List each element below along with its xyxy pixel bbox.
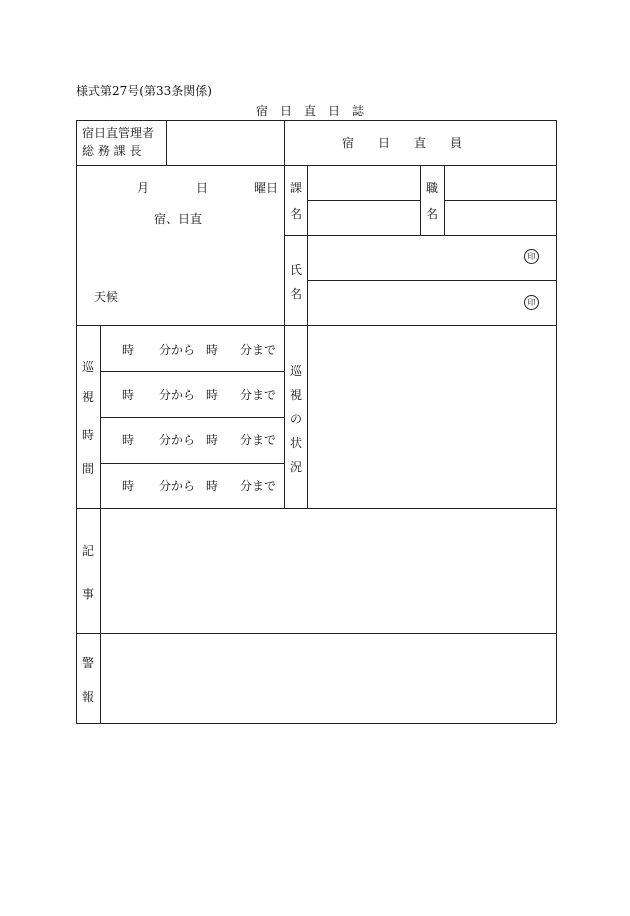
patrol-end-hour-label: 時: [206, 433, 219, 447]
patrol-start-minute-label: 分から: [159, 479, 196, 493]
patrol-status-label-3: の: [290, 412, 303, 426]
patrol-start-minute-label: 分から: [159, 388, 196, 402]
seal-mark-1: 印: [524, 249, 539, 264]
notes-field[interactable]: [101, 509, 555, 632]
date-day-label: 日: [196, 181, 209, 195]
name-label-1: 氏: [290, 263, 303, 277]
patrol-time-label-1: 巡: [82, 360, 95, 374]
section-label-1: 課: [290, 181, 303, 195]
position-label-1: 職: [426, 181, 439, 195]
position-field-1[interactable]: [445, 166, 555, 199]
patrol-status-field[interactable]: [308, 326, 555, 507]
patrol-start-minute-label: 分から: [159, 433, 196, 447]
patrol-status-label-2: 視: [290, 388, 303, 402]
manager-role: 総 務 課 長: [82, 144, 142, 158]
manager-title: 宿日直管理者: [82, 126, 155, 140]
patrol-start-minute-label: 分から: [159, 343, 196, 357]
date-month-label: 月: [137, 181, 150, 195]
name-field-1[interactable]: [308, 236, 555, 279]
form-number: 様式第27号(第33条関係): [76, 84, 212, 98]
patrol-status-label-5: 況: [290, 460, 303, 474]
page-title: 宿 日 直 日 誌: [256, 104, 365, 118]
patrol-end-hour-label: 時: [206, 343, 219, 357]
alarm-label-2: 報: [82, 690, 95, 704]
position-field-2[interactable]: [445, 201, 555, 234]
patrol-time-label-4: 間: [82, 462, 95, 476]
patrol-end-minute-label: 分まで: [240, 388, 277, 402]
patrol-start-hour-label: 時: [122, 388, 135, 402]
patrol-time-label-2: 視: [82, 390, 95, 404]
section-label-2: 名: [290, 207, 303, 221]
position-label-2: 名: [426, 207, 439, 221]
weather-label: 天候: [94, 290, 119, 304]
notes-label-2: 事: [82, 587, 95, 601]
patrol-end-hour-label: 時: [206, 479, 219, 493]
alarm-field[interactable]: [101, 634, 555, 722]
patrol-start-hour-label: 時: [122, 479, 135, 493]
patrol-start-hour-label: 時: [122, 433, 135, 447]
patrol-end-minute-label: 分まで: [240, 343, 277, 357]
patrol-end-hour-label: 時: [206, 388, 219, 402]
patrol-status-label-4: 状: [290, 436, 303, 450]
manager-signature-field[interactable]: [167, 121, 283, 164]
section-field-1[interactable]: [308, 166, 419, 199]
patrol-time-label-3: 時: [82, 428, 95, 442]
name-label-2: 名: [290, 287, 303, 301]
alarm-label-1: 警: [82, 656, 95, 670]
patrol-start-hour-label: 時: [122, 343, 135, 357]
name-field-2[interactable]: [308, 281, 555, 324]
section-field-2[interactable]: [308, 201, 419, 234]
patrol-end-minute-label: 分まで: [240, 479, 277, 493]
date-weekday-label: 曜日: [254, 181, 279, 195]
patrol-status-label-1: 巡: [290, 364, 303, 378]
duty-type-label: 宿、日直: [154, 212, 203, 226]
duty-staff-header: 宿 日 直 員: [342, 136, 463, 150]
patrol-end-minute-label: 分まで: [240, 433, 277, 447]
notes-label-1: 記: [82, 544, 95, 558]
seal-mark-2: 印: [524, 295, 539, 310]
